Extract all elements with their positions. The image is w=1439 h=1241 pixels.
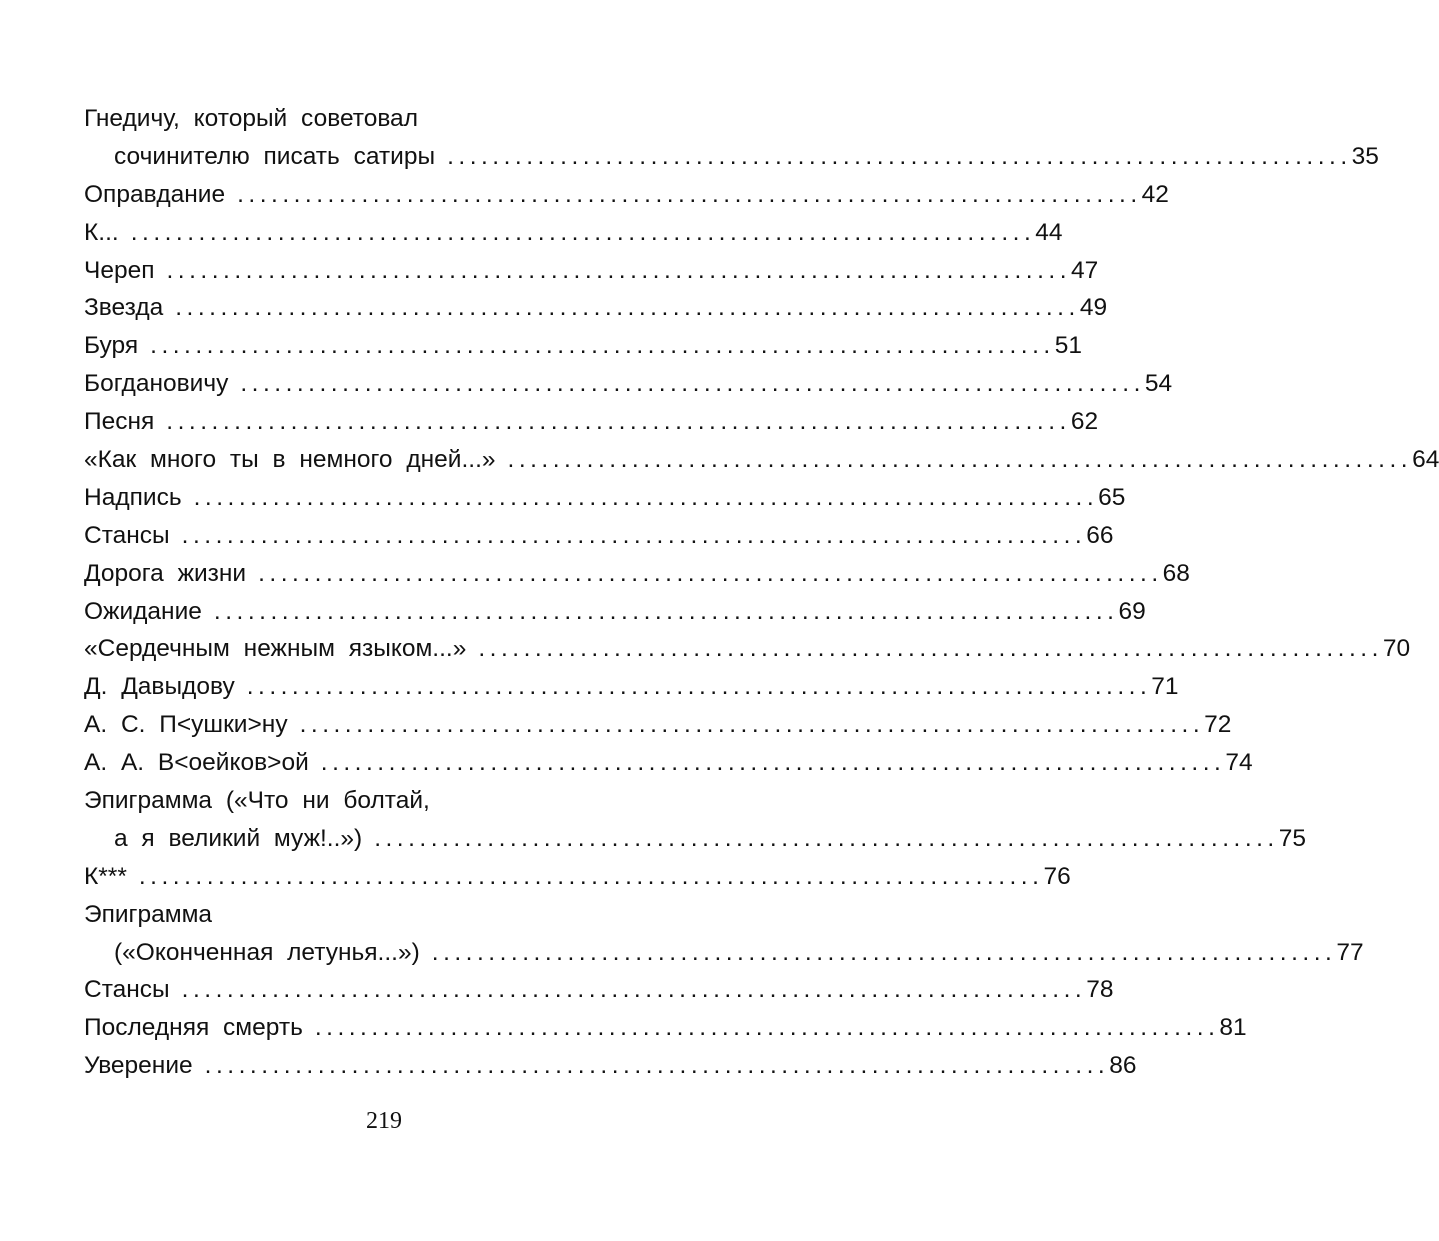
toc-entry-line1: Эпиграмма (84, 900, 213, 928)
toc-entry-page: 77 (1336, 938, 1364, 966)
toc-entry-title: Ожидание (84, 597, 202, 625)
toc-entry (84, 176, 1169, 214)
dot-leader: ................................................................................ (299, 711, 1205, 739)
toc-entry-page: 69 (1118, 597, 1146, 625)
dot-leader: ................................................................................ (213, 597, 1119, 625)
toc-entry-page: 49 (1079, 294, 1108, 322)
dot-leader: ................................................................................ (258, 559, 1163, 587)
dot-leader: ................................................................................ (314, 1014, 1220, 1042)
toc-entry-page: 74 (1225, 749, 1253, 777)
toc-entry-title: «Как много ты в немного дней...» (84, 446, 496, 474)
toc-entry-title: Д. Давыдову (84, 673, 235, 701)
toc-entry (84, 289, 1108, 327)
toc-entry-page: 81 (1219, 1014, 1247, 1042)
toc-entry-title: Богдановичу (84, 370, 229, 398)
toc-entry-page: 42 (1141, 180, 1169, 208)
toc-entry-title: Последняя смерть (84, 1014, 303, 1042)
toc-entry (84, 403, 1099, 441)
dot-leader: ................................................................................ (166, 256, 1072, 284)
toc-entry (84, 706, 1232, 744)
toc-entry-title: А. А. В<оейков>ой (84, 749, 309, 777)
toc-entry-page: 62 (1070, 408, 1099, 436)
toc-entry-line1: Эпиграмма («Что ни болтай, (84, 787, 430, 815)
toc-entry-title: Уверение (84, 1052, 193, 1080)
toc-entry-title: («Оконченная летунья...») (114, 938, 420, 966)
toc-entry-title: Дорога жизни (84, 559, 247, 587)
toc-entry-title: «Сердечным нежным языком...» (84, 635, 467, 663)
dot-leader: ................................................................................ (193, 483, 1099, 511)
toc-entry-title: Череп (84, 256, 155, 284)
dot-leader: ................................................................................ (175, 294, 1080, 322)
toc-entry (84, 1009, 1247, 1047)
toc-entry-line1: Гнедичу, который советовал (84, 105, 418, 132)
toc-entry-title: Песня (84, 408, 155, 436)
toc-entry (84, 555, 1190, 593)
toc-entry-page: 75 (1278, 824, 1307, 852)
toc-entry (84, 668, 1179, 706)
toc-entry (84, 1047, 1137, 1085)
toc-entry (84, 820, 1307, 858)
toc-entry-title: К*** (84, 862, 127, 890)
toc-entry-page: 70 (1382, 635, 1411, 663)
toc-entry (84, 744, 1253, 782)
toc-entry-page: 47 (1071, 256, 1099, 284)
dot-leader: ................................................................................ (478, 635, 1383, 663)
toc-entry-title: Звезда (84, 294, 164, 322)
toc-entry-page: 35 (1351, 142, 1379, 170)
dot-leader: ................................................................................ (138, 862, 1044, 890)
dot-leader: ................................................................................ (240, 370, 1145, 398)
toc-entry (84, 252, 1099, 290)
dot-leader: ................................................................................ (166, 408, 1071, 436)
toc-entry (84, 934, 1364, 972)
toc-entry (84, 479, 1126, 517)
toc-entry (84, 971, 1114, 1009)
toc-entry-title: Оправдание (84, 180, 226, 208)
dot-leader: ................................................................................ (181, 976, 1087, 1004)
toc-entry-title: Стансы (84, 521, 170, 549)
toc-entry-title: Надпись (84, 483, 182, 511)
dot-leader: ................................................................................ (130, 218, 1036, 246)
toc-entry-page: 72 (1204, 711, 1232, 739)
dot-leader: ................................................................................ (237, 180, 1142, 208)
toc-entry-page: 71 (1151, 673, 1179, 701)
toc-entry-page: 68 (1162, 559, 1190, 587)
page-number: 219 (366, 1108, 402, 1134)
toc-entry (84, 630, 1411, 668)
toc-entry (84, 517, 1114, 555)
toc-entry-page: 78 (1086, 976, 1114, 1004)
dot-leader: ................................................................................ (447, 142, 1352, 170)
toc-entry-page: 54 (1144, 370, 1173, 398)
toc-entry-page: 51 (1054, 332, 1082, 360)
toc-entry-title: сочинителю писать сатиры (114, 142, 436, 170)
toc-entry-title: Буря (84, 332, 139, 360)
toc-entry (84, 593, 1146, 631)
toc-entry-page: 64 (1412, 446, 1439, 474)
dot-leader: ................................................................................ (181, 521, 1087, 549)
table-of-contents (84, 100, 1439, 1085)
dot-leader: ................................................................................ (204, 1052, 1110, 1080)
toc-entry-page: 76 (1043, 862, 1071, 890)
dot-leader: ................................................................................ (320, 749, 1226, 777)
dot-leader: ................................................................................ (507, 446, 1413, 474)
toc-entry (84, 327, 1082, 365)
dot-leader: ................................................................................ (431, 938, 1337, 966)
dot-leader: ................................................................................ (246, 673, 1152, 701)
toc-entry-title: а я великий муж!..») (114, 824, 363, 852)
toc-entry (84, 858, 1071, 896)
toc-entry-page: 66 (1086, 521, 1114, 549)
dot-leader: ................................................................................ (374, 824, 1279, 852)
toc-entry-page: 86 (1109, 1052, 1137, 1080)
toc-entry-title: А. С. П<ушки>ну (84, 711, 288, 739)
toc-entry-title: Стансы (84, 976, 170, 1004)
toc-entry (84, 365, 1173, 403)
dot-leader: ................................................................................ (150, 332, 1055, 360)
toc-entry-page: 65 (1098, 483, 1126, 511)
toc-entry (84, 441, 1439, 479)
toc-entry-page: 44 (1035, 218, 1063, 246)
toc-entry (84, 138, 1379, 176)
toc-entry-title: К... (84, 218, 119, 246)
toc-entry (84, 214, 1063, 252)
